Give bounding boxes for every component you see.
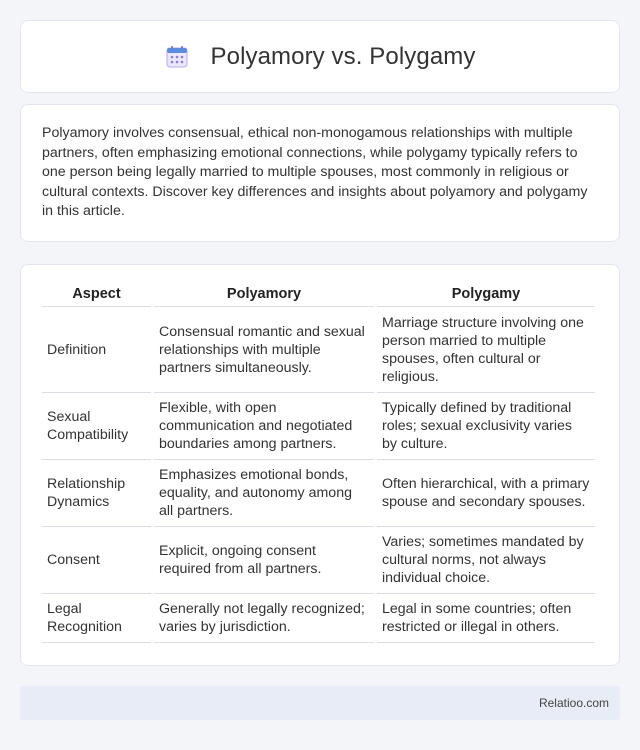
header-polygamy: Polygamy: [377, 284, 595, 307]
cell-polyamory: Emphasizes emotional bonds, equality, and autonomy among all partners.: [154, 460, 374, 527]
table-row: [42, 527, 595, 594]
table-row: [42, 393, 595, 460]
cell-polyamory: Flexible, with open communication and negotiated boundaries among partners.: [154, 393, 374, 460]
footer-bar: [20, 686, 620, 720]
calendar-icon: [165, 45, 189, 69]
cell-polyamory: Explicit, ongoing consent required from all partners.: [154, 527, 374, 594]
header-aspect: Aspect: [42, 284, 151, 307]
cell-aspect: Consent: [42, 527, 151, 594]
table-row: [42, 594, 595, 643]
header-polyamory: Polyamory: [154, 284, 374, 307]
table-row: [42, 307, 595, 393]
footer-brand: Relatioo.com: [538, 696, 609, 710]
cell-polyamory: Generally not legally recognized; varies by jurisdiction.: [154, 594, 374, 643]
cell-polygamy: Marriage structure involving one person married to multiple spouses, often cultural or religious.: [377, 307, 595, 393]
cell-aspect: Sexual Compatibility: [42, 393, 151, 460]
title-card: [20, 20, 620, 93]
cell-polygamy: Legal in some countries; often restricted or illegal in others.: [377, 594, 595, 643]
cell-aspect: Relationship Dynamics: [42, 460, 151, 527]
page-title: Polyamory vs. Polygamy: [210, 42, 476, 70]
intro-text: Polyamory involves consensual, ethical non-monogamous relationships with multiple partners, often emphasizing emotional connections, while polygamy typically refers to one person being legally married to multiple spouses, most commonly in religious or cultural contexts. Discover key differences and insights about polyamory and polygamy in this article.: [42, 125, 588, 220]
cell-polygamy: Varies; sometimes mandated by cultural norms, not always individual choice.: [377, 527, 595, 594]
comparison-card: [20, 264, 620, 666]
cell-polygamy: Often hierarchical, with a primary spouse and secondary spouses.: [377, 460, 595, 527]
cell-aspect: Definition: [42, 307, 151, 393]
table-header-row: [42, 284, 595, 307]
cell-polyamory: Consensual romantic and sexual relationships with multiple partners simultaneously.: [154, 307, 374, 393]
cell-aspect: Legal Recognition: [42, 594, 151, 643]
cell-polygamy: Typically defined by traditional roles; sexual exclusivity varies by culture.: [377, 393, 595, 460]
comparison-table: [39, 284, 598, 643]
table-row: [42, 460, 595, 527]
intro-card: [20, 104, 620, 242]
